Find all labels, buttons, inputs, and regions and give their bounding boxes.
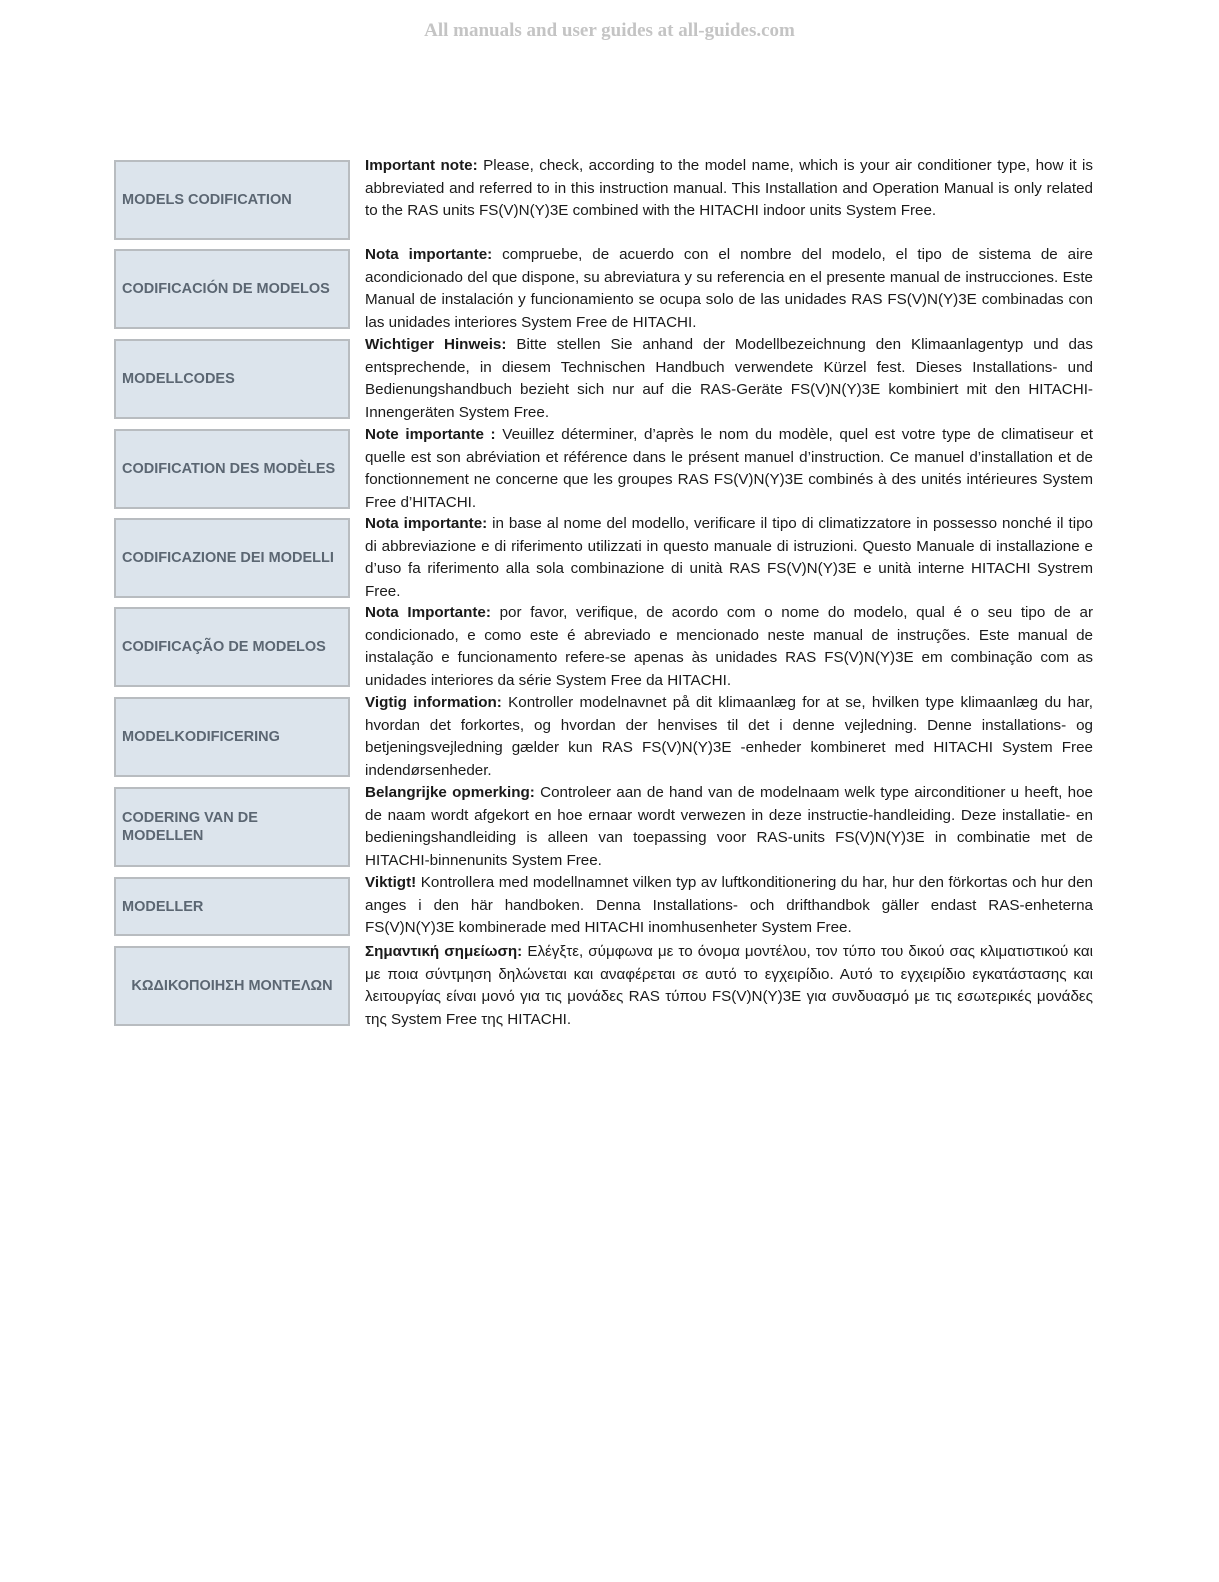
section-label-box	[114, 429, 350, 509]
section-text	[365, 782, 1093, 872]
section-body: Kontroller modelnavnet på dit klimaanlæg for at se, hvilken type klimaanlæg du har, hvordan det forkortes, og hvordan der henvises til det i denne vejledning. Denne installations- og betjeningsvejledning gælder kun RAS FS(V)N(Y)3E -enheder kombineret med HITACHI System Free indendørsenheder.	[365, 694, 1093, 779]
section-heading: Viktigt!	[365, 874, 417, 891]
section-body: por favor, verifique, de acordo com o nome do modelo, qual é o seu tipo de ar condicionado, e como este é abreviado e mencionado neste manual de instruções. Este manual de instalação e funcionamento refere-se apenas às unidades RAS FS(V)N(Y)3E em combinação com as unidades interiores da série System Free da HITACHI.	[365, 604, 1093, 689]
section-body: Bitte stellen Sie anhand der Modellbezeichnung den Klimaanlagentyp und das entsprechende, in diesem Technischen Handbuch verwendete Kürzel fest. Dieses Installations- und Bedienungshandbuch bezieht sich nur auf die RAS-Geräte FS(V)N(Y)3E kombiniert mit den HITACHI-Innengeräten System Free.	[365, 336, 1093, 421]
section-body: in base al nome del modello, verificare il tipo di climatizzatore in possesso nonché il tipo di abbreviazione e di riferimento utilizzati in questo manuale di istruzioni. Questo Manuale di installazione e d’uso fa riferimento alla sola combinazione di unità RAS FS(V)N(Y)3E e unità interne HITACHI Systrem Free.	[365, 515, 1093, 600]
section-label: MODELLCODES	[122, 371, 235, 387]
section-label: CODIFICATION DES MODÈLES	[122, 461, 336, 477]
section-label: CODERING VAN DE MODELLEN	[122, 810, 258, 844]
section-label: CODIFICACIÓN DE MODELOS	[122, 281, 330, 297]
section-label-box	[114, 607, 350, 687]
section-label: MODELKODIFICERING	[122, 729, 280, 745]
section-body: Kontrollera med modellnamnet vilken typ av luftkonditionering du har, hur den förkortas och hur den anges i den här handboken. Denna Installations- och drifthandbok gäller endast RAS-enheterna FS(V)N(Y)3E kombinerade med HITACHI inomhusenheter System Free.	[365, 874, 1093, 936]
section-heading: Nota importante:	[365, 515, 488, 532]
section-heading: Wichtiger Hinweis:	[365, 336, 507, 353]
section-heading: Belangrijke opmerking:	[365, 784, 535, 801]
section-label: MODELS CODIFICATION	[122, 192, 292, 208]
section-text	[365, 424, 1093, 514]
section-heading: Vigtig information:	[365, 694, 502, 711]
section-label-box	[114, 249, 350, 329]
section-text	[365, 513, 1093, 603]
section-heading: Σημαντική σημείωση:	[365, 943, 523, 960]
section-heading: Important note:	[365, 157, 478, 174]
section-label: ΚΩΔΙΚΟΠΟΙΗΣΗ ΜΟΝΤΕΛΩΝ	[131, 978, 333, 994]
section-label-box	[114, 877, 350, 936]
section-heading: Note importante :	[365, 426, 496, 443]
section-body: Please, check, according to the model name, which is your air conditioner type, how it is abbreviated and referred to in this instruction manual. This Installation and Operation Manual is only related to the RAS units FS(V)N(Y)3E combined with the HITACHI indoor units System Free.	[365, 157, 1093, 219]
section-label-box	[114, 946, 350, 1026]
section-text	[365, 244, 1093, 334]
section-label-box	[114, 787, 350, 867]
section-label-box	[114, 339, 350, 419]
section-text	[365, 872, 1093, 940]
watermark-text: All manuals and user guides at all-guides.com	[424, 20, 795, 41]
section-heading: Nota Importante:	[365, 604, 491, 621]
section-body: Controleer aan de hand van de modelnaam welk type airconditioner u heeft, hoe de naam wordt afgekort en hoe ernaar wordt verwezen in deze instructie-handleiding. Deze installatie- en bedieningshandleiding is alleen van toepassing voor RAS-units FS(V)N(Y)3E in combinatie met de HITACHI-binnenunits System Free.	[365, 784, 1093, 869]
section-label-box	[114, 160, 350, 240]
section-label: CODIFICAZIONE DEI MODELLI	[122, 550, 334, 566]
section-body: compruebe, de acuerdo con el nombre del modelo, el tipo de sistema de aire acondicionado del que dispone, su abreviatura y su referencia en el presente manual de instrucciones. Este Manual de instalación y funcionamiento se ocupa solo de las unidades RAS FS(V)N(Y)3E combinadas con las unidades interiores System Free de HITACHI.	[365, 246, 1094, 331]
section-text	[365, 692, 1093, 782]
section-text	[365, 941, 1093, 1031]
section-body: Ελέγξτε, σύμφωνα με το όνομα μοντέλου, τον τύπο του δικού σας κλιματιστικού και με ποια σύντμηση δηλώνεται και αναφέρεται σε αυτό το εγχειρίδιο. Αυτό το εγχειρίδιο εγκατάστασης και λειτουργίας είναι μονό για τις μονάδες RAS τύπου FS(V)N(Y)3E για συνδυασμό με τις εσωτερικές μονάδες της System Free της HITACHI.	[365, 943, 1093, 1028]
section-text	[365, 602, 1093, 692]
section-label: MODELLER	[122, 898, 204, 915]
section-label-box	[114, 518, 350, 598]
section-label: CODIFICAÇÃO DE MODELOS	[122, 639, 326, 655]
section-body: Veuillez déterminer, d’après le nom du modèle, quel est votre type de climatiseur et quelle est son abréviation et référence dans le présent manuel d’instruction. Ce manuel d’installation et de fonctionnement ne concerne que les groupes RAS FS(V)N(Y)3E combinés à des unités intérieures System Free d’HITACHI.	[365, 426, 1093, 511]
section-text	[365, 334, 1093, 424]
section-text	[365, 155, 1093, 223]
section-heading: Nota importante:	[365, 246, 493, 263]
section-label-box	[114, 697, 350, 777]
